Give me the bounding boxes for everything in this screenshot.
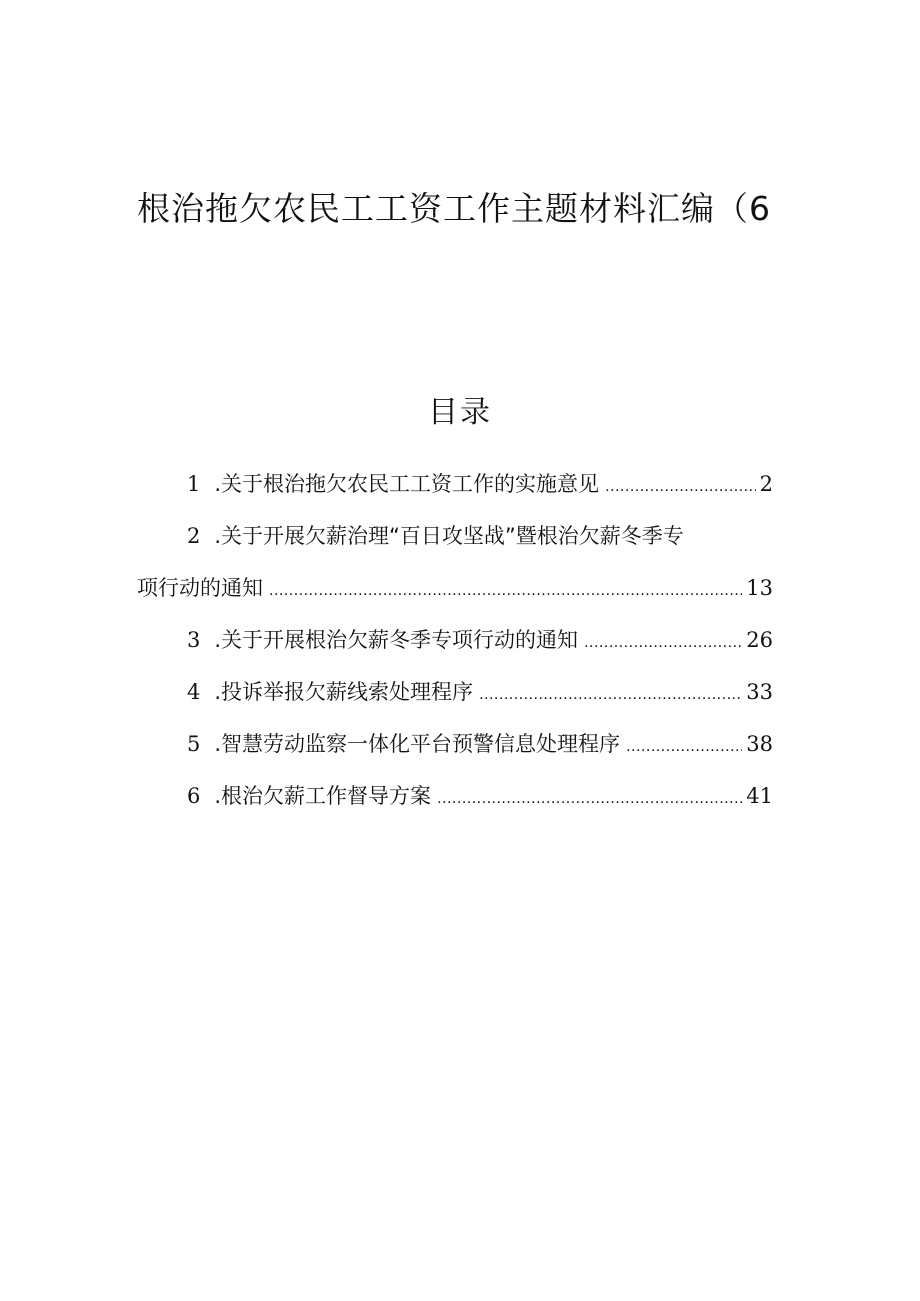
toc-entry-number: 4: [187, 680, 201, 704]
toc-entry-page: 41: [746, 784, 773, 808]
toc-entry-number: 5: [187, 732, 201, 756]
toc-entry-title: .关于开展欠薪治理“百日攻坚战”暨根治欠薪冬季专: [214, 524, 684, 548]
toc-entry-number: 2: [187, 524, 201, 548]
toc-heading: 目录: [428, 395, 492, 430]
toc-entry-title: .关于根治拖欠农民工工资工作的实施意见: [214, 472, 600, 496]
toc-dot-leader: [626, 729, 742, 765]
toc-dot-leader: [605, 469, 756, 505]
toc-entry-1[interactable]: [137, 466, 773, 502]
toc-entry-number: 3: [187, 628, 201, 652]
toc-entry-6[interactable]: [137, 778, 773, 814]
toc-dot-leader: [437, 781, 742, 817]
toc-entry-title: .关于开展根治欠薪冬季专项行动的通知: [214, 628, 579, 652]
toc-entry-5[interactable]: [137, 726, 773, 762]
toc-entry-title-continuation: 项行动的通知: [137, 576, 263, 600]
toc-dot-leader: [584, 625, 742, 661]
toc-entry-title: .智慧劳动监察一体化平台预警信息处理程序: [214, 732, 621, 756]
toc-entry-2[interactable]: [137, 518, 773, 554]
toc-entry-2-continuation[interactable]: [137, 570, 773, 606]
toc-entry-page: 26: [746, 628, 773, 652]
toc-entry-title: .投诉举报欠薪线索处理程序: [214, 680, 474, 704]
toc-dot-leader: [269, 573, 742, 609]
toc-entry-page: 13: [746, 576, 773, 600]
toc-entry-title: .根治欠薪工作督导方案: [214, 784, 432, 808]
toc-entry-page: 2: [759, 472, 773, 496]
toc-entry-3[interactable]: [137, 622, 773, 658]
toc-entry-page: 33: [746, 680, 773, 704]
toc-dot-leader: [479, 677, 742, 713]
document-title: 根治拖欠农民工工资工作主题材料汇编（6: [137, 189, 771, 228]
toc-entry-number: 1: [187, 472, 201, 496]
toc-entry-number: 6: [187, 784, 201, 808]
toc-entry-4[interactable]: [137, 674, 773, 710]
toc-entry-page: 38: [746, 732, 773, 756]
